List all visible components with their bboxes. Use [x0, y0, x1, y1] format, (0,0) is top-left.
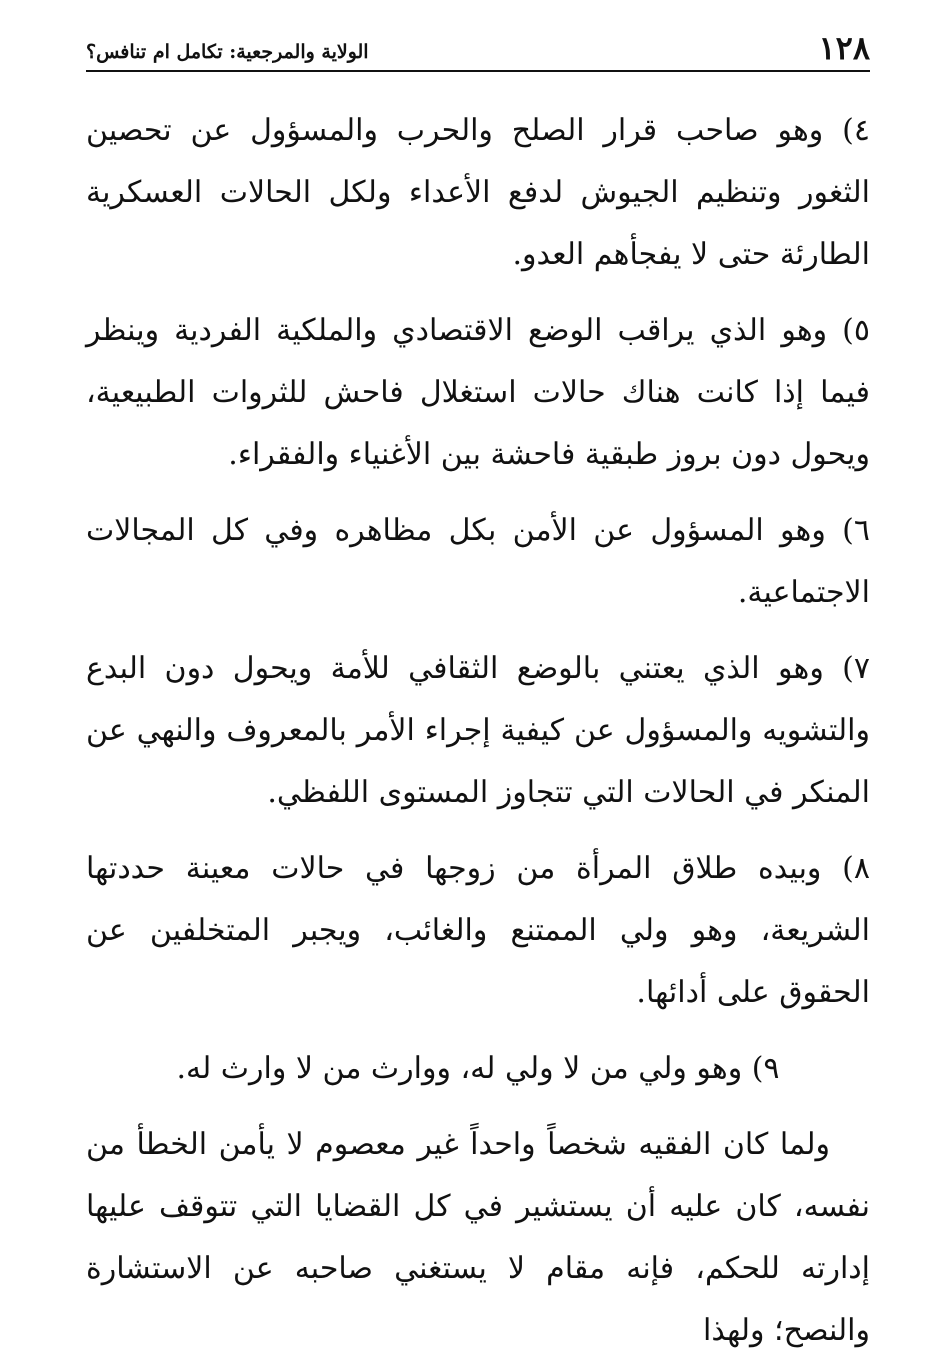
page-number: ١٢٨ — [818, 29, 870, 67]
running-title: الولاية والمرجعية: تكامل ام تنافس؟ — [86, 41, 369, 63]
body-text — [86, 100, 870, 1362]
header-divider — [86, 70, 870, 72]
paragraph-item-8: ٨) وبيده طلاق المرأة من زوجها في حالات معينة حددتها الشريعة، وهو ولي الممتنع والغائب، ويجبر المتخلفين عن الحقوق على أدائها. — [86, 851, 870, 1010]
paragraph-consultation: ولما كان الفقيه شخصاً واحداً غير معصوم لا يأمن الخطأ من نفسه، كان عليه أن يستشير في كل القضايا التي تتوقف عليها إدارته للحكم، فإنه مقام لا يستغني صاحبه عن الاستشارة والنصح؛ ولهذا — [86, 1127, 870, 1348]
page-header — [86, 26, 870, 70]
paragraph-item-6: ٦) وهو المسؤول عن الأمن بكل مظاهره وفي كل المجالات الاجتماعية. — [86, 513, 870, 610]
paragraph-item-5: ٥) وهو الذي يراقب الوضع الاقتصادي والملكية الفردية وينظر فيما إذا كانت هناك حالات استغلال فاحش للثروات الطبيعية، ويحول دون بروز طبقية فاحشة بين الأغنياء والفقراء. — [86, 313, 870, 472]
paragraph-item-9: ٩) وهو ولي من لا ولي له، ووارث من لا وارث له. — [176, 1051, 780, 1086]
paragraph-item-7: ٧) وهو الذي يعتني بالوضع الثقافي للأمة ويحول دون البدع والتشويه والمسؤول عن كيفية إجراء الأمر بالمعروف والنهي عن المنكر في الحالات التي تتجاوز المستوى اللفظي. — [86, 651, 870, 810]
paragraph-item-4: ٤) وهو صاحب قرار الصلح والحرب والمسؤول عن تحصين الثغور وتنظيم الجيوش لدفع الأعداء ولكل الحالات العسكرية الطارئة حتى لا يفجأهم العدو. — [86, 113, 870, 272]
